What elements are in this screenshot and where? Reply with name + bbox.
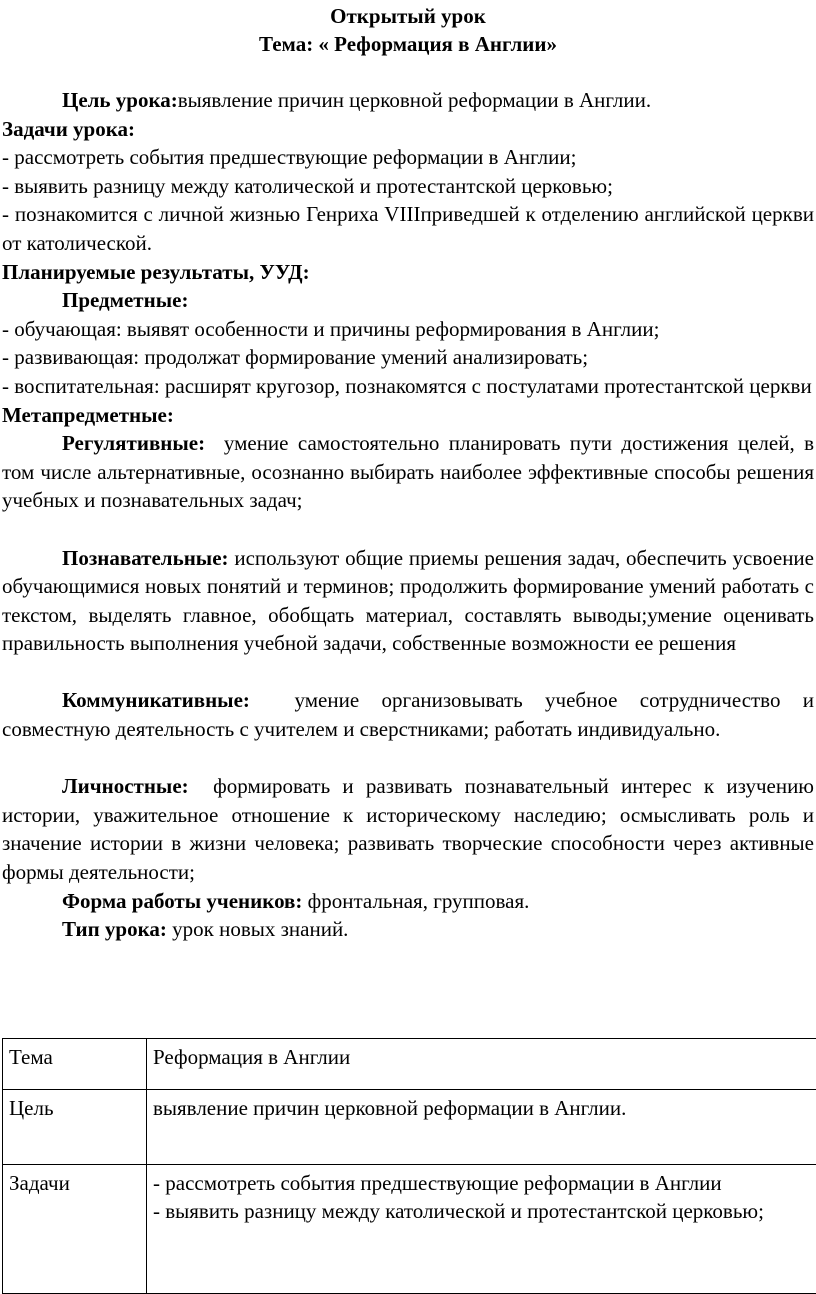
subject-item: - воспитательная: расширят кругозор, познакомятся с постулатами протестантской церкви bbox=[2, 372, 814, 401]
results-label: Планируемые результаты, УУД: bbox=[2, 258, 814, 287]
table-row bbox=[3, 1165, 816, 1294]
meta-label: Метапредметные: bbox=[2, 401, 814, 430]
goal-paragraph bbox=[2, 86, 814, 115]
cognitive-paragraph bbox=[2, 544, 814, 658]
table-cell-value: - рассмотреть события предшествующие реформации в Англии - выявить разницу между католической и протестантской церковью; bbox=[147, 1165, 816, 1294]
table-row bbox=[3, 1039, 816, 1090]
lesson-type-label: Тип урока: bbox=[62, 917, 167, 941]
personal-paragraph bbox=[2, 772, 814, 886]
regulative-text: умение самостоятельно планировать пути достижения целей, в том числе альтернативные, осознанно выбирать наиболее эффективные способы решения учебных и познавательных задач; bbox=[2, 431, 814, 512]
table-cell-value: Реформация в Англии bbox=[147, 1039, 816, 1090]
lesson-type-text: урок новых знаний. bbox=[172, 917, 348, 941]
regulative-label: Регулятивные: bbox=[62, 431, 205, 455]
regulative-paragraph bbox=[2, 429, 814, 515]
spacer bbox=[2, 515, 814, 544]
lesson-type-paragraph bbox=[2, 915, 814, 944]
table-row bbox=[3, 1090, 816, 1165]
work-form-text: фронтальная, групповая. bbox=[308, 889, 530, 913]
goal-label: Цель урока: bbox=[62, 88, 178, 112]
table-cell-key: Тема bbox=[3, 1039, 147, 1090]
tasks-label: Задачи урока: bbox=[2, 115, 814, 144]
cognitive-label: Познавательные: bbox=[62, 546, 229, 570]
spacer bbox=[2, 658, 814, 687]
subject-item: - развивающая: продолжат формирование умений анализировать; bbox=[2, 343, 814, 372]
subject-item: - обучающая: выявят особенности и причины реформирования в Англии; bbox=[2, 315, 814, 344]
lesson-info-table bbox=[2, 1038, 816, 1294]
document-page bbox=[2, 0, 814, 944]
goal-text: выявление причин церковной реформации в Англии. bbox=[178, 88, 651, 112]
table-cell-key: Задачи bbox=[3, 1165, 147, 1294]
spacer bbox=[2, 58, 814, 86]
personal-label: Личностные: bbox=[62, 774, 189, 798]
cognitive-text: используют общие приемы решения задач, обеспечить усвоение обучающимися новых понятий и терминов; продолжить формирование умений работать с текстом, выделять главное, обобщать материал, составлять выводы;умение оценивать правильность выполнения учебной задачи, собственные возможности ее решения bbox=[2, 546, 814, 656]
spacer bbox=[2, 744, 814, 773]
communicative-label: Коммуникативные: bbox=[62, 688, 250, 712]
work-form-label: Форма работы учеников: bbox=[62, 889, 302, 913]
table-cell-key: Цель bbox=[3, 1090, 147, 1165]
task-item: - выявить разницу между католической и протестантской церковью; bbox=[2, 172, 814, 201]
work-form-paragraph bbox=[2, 887, 814, 916]
task-item: - рассмотреть события предшествующие реформации в Англии; bbox=[2, 143, 814, 172]
personal-text: формировать и развивать познавательный интерес к изучению истории, уважительное отношение к историческому наследию; осмысливать роль и значение истории в жизни человека; развивать творческие способности через активные формы деятельности; bbox=[2, 774, 814, 884]
subject-label: Предметные: bbox=[2, 286, 814, 315]
communicative-text: умение организовывать учебное сотрудничество и совместную деятельность с учителем и сверстниками; работать индивидуально. bbox=[2, 688, 814, 741]
table-cell-value: выявление причин церковной реформации в Англии. bbox=[147, 1090, 816, 1165]
document-topic: Тема: « Реформация в Англии» bbox=[2, 30, 814, 58]
document-title: Открытый урок bbox=[2, 2, 814, 30]
task-item: - познакомится с личной жизнью Генриха VIIIприведшей к отделению английской церкви от католической. bbox=[2, 200, 814, 257]
communicative-paragraph bbox=[2, 686, 814, 743]
